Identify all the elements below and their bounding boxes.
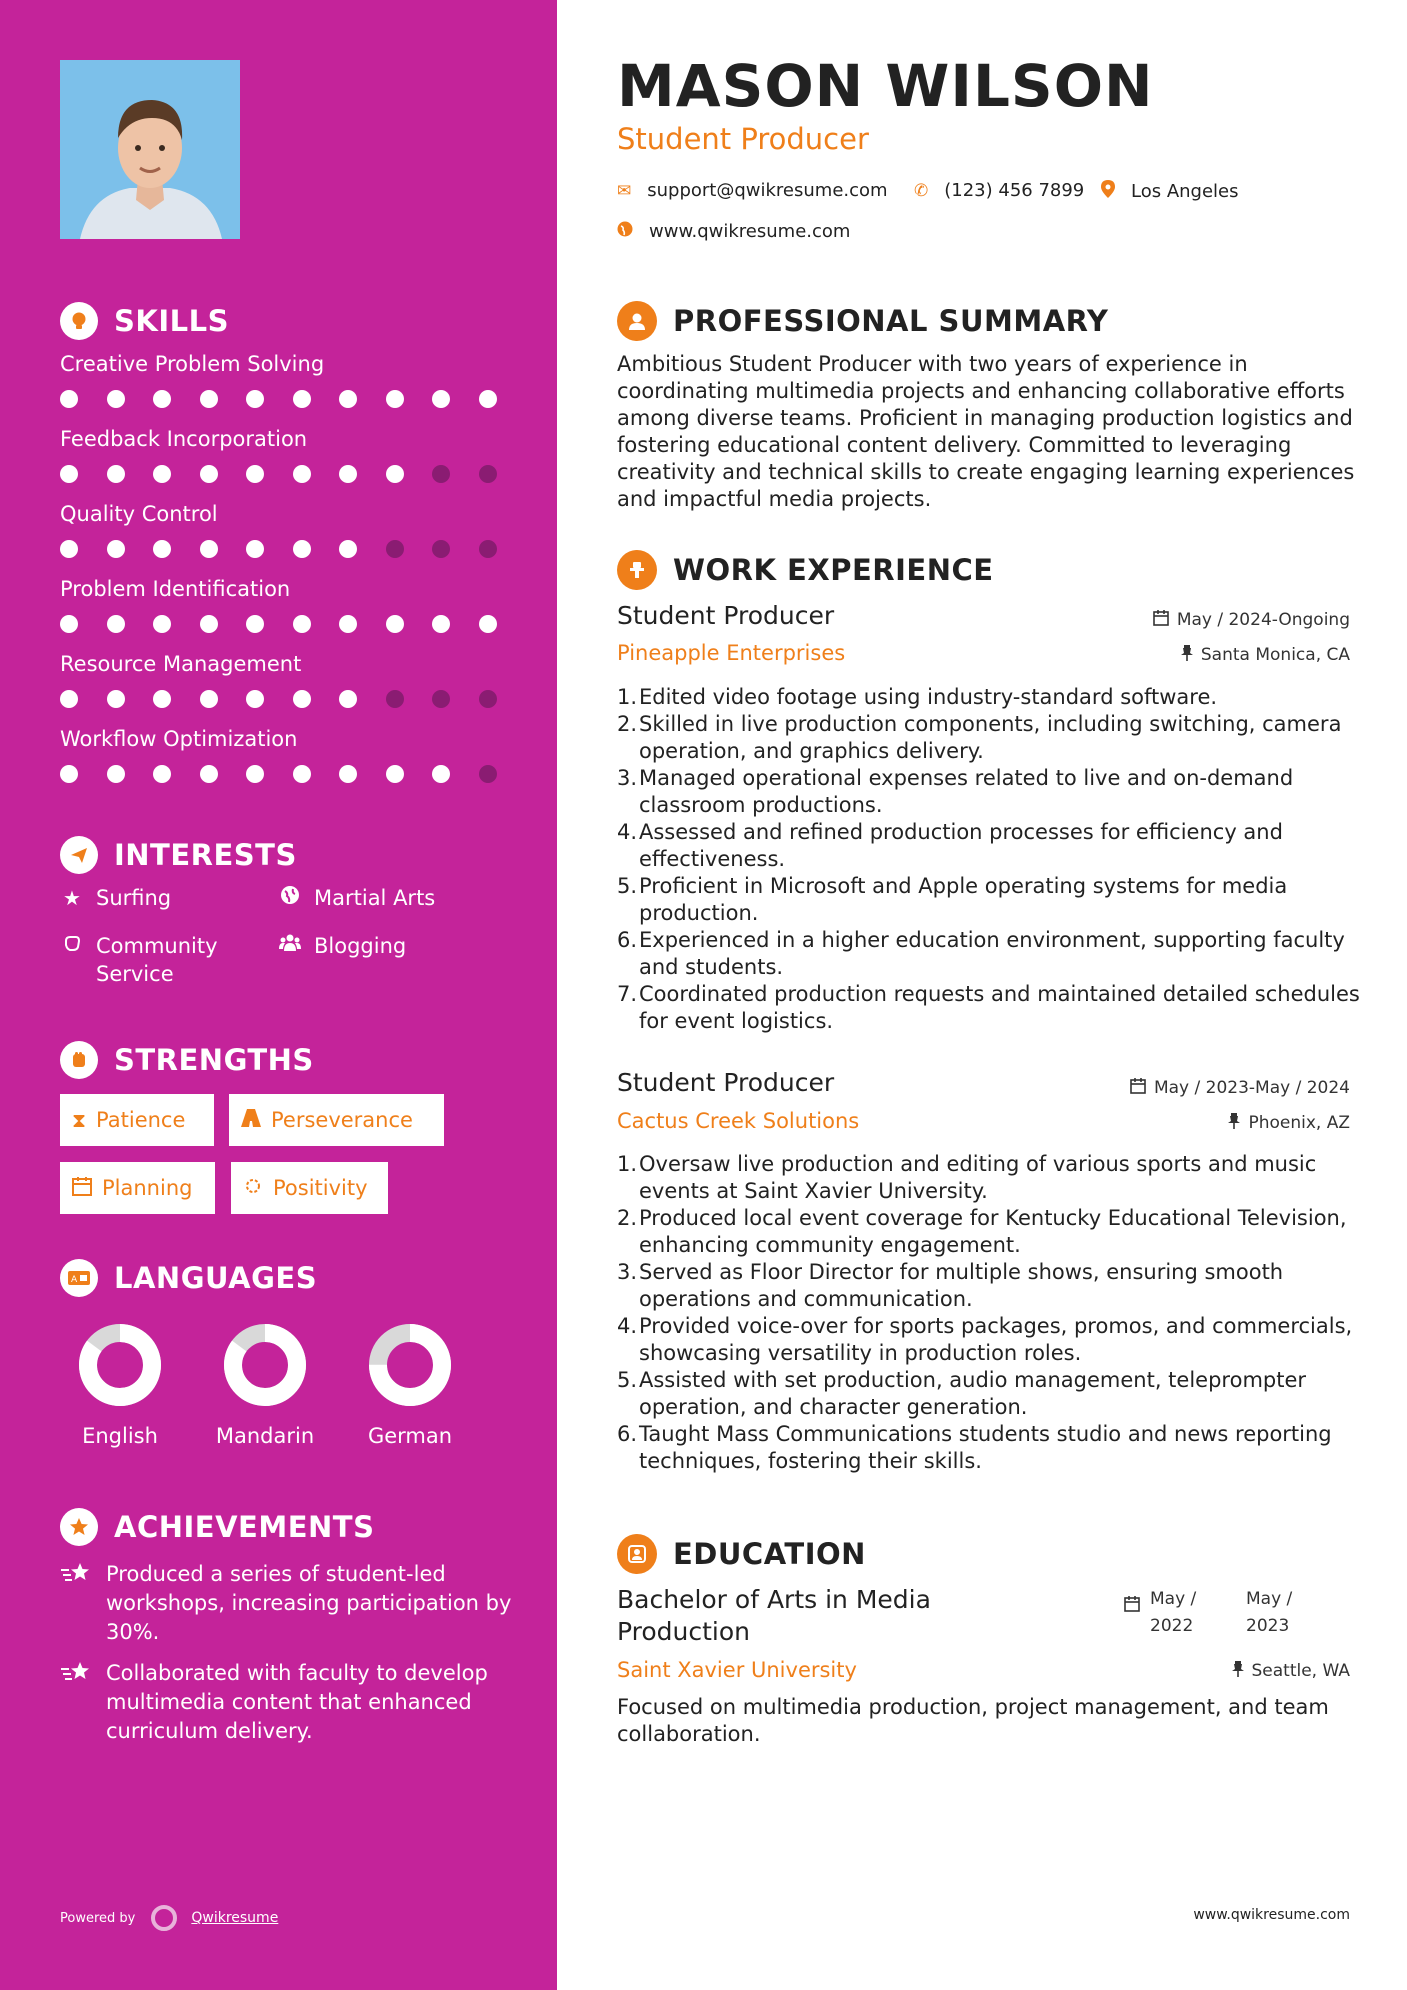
- rating-dot-empty: [479, 465, 497, 483]
- rating-dot-filled: [246, 765, 264, 783]
- podium-icon: [617, 550, 657, 590]
- rating-dot-filled: [479, 390, 497, 408]
- skills-title: SKILLS: [114, 304, 229, 338]
- interest-item: Community Service: [60, 932, 260, 988]
- rating-dot-filled: [200, 765, 218, 783]
- star-badge-icon: [60, 1508, 98, 1546]
- rating-dot-empty: [479, 540, 497, 558]
- calendar-icon: [1153, 610, 1169, 630]
- strengths-title: STRENGTHS: [114, 1043, 314, 1077]
- job-bullet: 2. Produced local event coverage for Kentucky Educational Television, enhancing community engagement.: [617, 1206, 1347, 1257]
- rating-dot-filled: [60, 465, 78, 483]
- skill-label: Quality Control: [60, 502, 218, 526]
- main-content: [557, 0, 1407, 1990]
- candidate-name: MASON WILSON: [617, 52, 1154, 120]
- shooting-star-icon: [60, 1560, 96, 1647]
- job-title: Student Producer: [617, 1068, 835, 1097]
- phone-contact[interactable]: ✆ (123) 456 7899: [914, 180, 1085, 201]
- shooting-star-icon: [60, 1659, 96, 1746]
- interest-item: Blogging: [278, 932, 406, 960]
- rating-dot-filled: [479, 615, 497, 633]
- strength-badge: Perseverance: [229, 1094, 444, 1146]
- star-icon: ★: [63, 886, 81, 910]
- candidate-role: Student Producer: [617, 122, 869, 156]
- phone-icon: ✆: [914, 180, 929, 201]
- skill-rating: [60, 465, 525, 483]
- footer-website[interactable]: www.qwikresume.com: [1193, 1907, 1350, 1923]
- summary-text: Ambitious Student Producer with two years of experience in coordinating multimedia projects and enhancing collaborative efforts among diverse teams. Proficient in managing production logistics and fostering educational content delivery. Committed to leveraging creativity and technical skills to create engaging learning experiences and impactful media projects.: [617, 352, 1355, 511]
- strength-badge: ⧗ Patience: [60, 1094, 214, 1146]
- language-item: [340, 1320, 480, 1448]
- location-contact: Los Angeles: [1101, 180, 1239, 203]
- job-location: Phoenix, AZ: [1228, 1113, 1350, 1133]
- rating-dot-empty: [386, 690, 404, 708]
- rating-dot-empty: [479, 765, 497, 783]
- profile-photo: [60, 60, 240, 239]
- job-bullet: 4. Assessed and refined production processes for efficiency and effectiveness.: [617, 820, 1283, 871]
- rating-dot-empty: [432, 540, 450, 558]
- rating-dot-filled: [246, 390, 264, 408]
- rating-dot-filled: [60, 390, 78, 408]
- rating-dot-empty: [479, 690, 497, 708]
- job-bullet: 1. Oversaw live production and editing of various sports and music events at Saint Xavier University.: [617, 1152, 1317, 1203]
- language-label: English: [82, 1424, 158, 1448]
- job-company: Cactus Creek Solutions: [617, 1109, 860, 1133]
- road-icon: [241, 1108, 261, 1132]
- rating-dot-filled: [386, 465, 404, 483]
- calendar-icon: [72, 1176, 92, 1201]
- strength-badge: Positivity: [231, 1162, 388, 1214]
- rating-dot-empty: [386, 540, 404, 558]
- map-marker-icon: [1101, 180, 1115, 203]
- job-bullets: [617, 1151, 1362, 1475]
- interest-item: Martial Arts: [278, 884, 435, 912]
- skill-label: Resource Management: [60, 652, 302, 676]
- rating-dot-filled: [432, 765, 450, 783]
- rating-dot-filled: [60, 615, 78, 633]
- education-dates: [1124, 1586, 1306, 1640]
- job-bullets: [617, 684, 1362, 1035]
- rating-dot-filled: [153, 390, 171, 408]
- rating-dot-filled: [293, 390, 311, 408]
- job-bullet: 5. Proficient in Microsoft and Apple operating systems for media production.: [617, 874, 1288, 925]
- interests-title: INTERESTS: [114, 838, 297, 872]
- rating-dot-filled: [293, 540, 311, 558]
- skill-rating: [60, 690, 525, 708]
- rating-dot-filled: [293, 465, 311, 483]
- rating-dot-filled: [107, 390, 125, 408]
- email-contact[interactable]: ✉ support@qwikresume.com: [617, 180, 888, 201]
- job-bullet: 3. Served as Floor Director for multiple shows, ensuring smooth operations and communication.: [617, 1260, 1284, 1311]
- languages-heading: [60, 1259, 317, 1297]
- education-title: EDUCATION: [673, 1537, 866, 1571]
- rating-dot-filled: [60, 690, 78, 708]
- rating-dot-filled: [339, 765, 357, 783]
- strengths-heading: [60, 1041, 314, 1079]
- rating-dot-filled: [107, 540, 125, 558]
- rating-dot-filled: [246, 465, 264, 483]
- rating-dot-filled: [246, 690, 264, 708]
- rating-dot-filled: [386, 390, 404, 408]
- summary-heading: [617, 301, 1108, 341]
- pin-icon: [1232, 1661, 1244, 1681]
- qwikresume-logo-icon: [151, 1905, 177, 1931]
- rating-dot-filled: [60, 765, 78, 783]
- envelope-icon: ✉: [617, 180, 632, 201]
- sidebar: [0, 0, 557, 1990]
- rating-dot-filled: [60, 540, 78, 558]
- calendar-icon: [1124, 1596, 1140, 1640]
- rating-dot-filled: [200, 390, 218, 408]
- qwikresume-link[interactable]: Qwikresume: [191, 1910, 279, 1926]
- rating-dot-filled: [153, 690, 171, 708]
- language-donut: [220, 1320, 310, 1410]
- education-location: Seattle, WA: [1232, 1661, 1351, 1681]
- job-bullet: 4. Provided voice-over for sports packages, promos, and commercials, showcasing versatility in production roles.: [617, 1314, 1353, 1365]
- job-bullet: 1. Edited video footage using industry-standard software.: [617, 685, 1218, 709]
- rating-dot-filled: [246, 540, 264, 558]
- fist-icon: [60, 1041, 98, 1079]
- calendar-icon: [1130, 1078, 1146, 1098]
- language-donut: [365, 1320, 455, 1410]
- rating-dot-filled: [293, 765, 311, 783]
- skill-label: Workflow Optimization: [60, 727, 298, 751]
- rating-dot-filled: [293, 690, 311, 708]
- rating-dot-filled: [153, 765, 171, 783]
- skill-rating: [60, 765, 525, 783]
- rating-dot-filled: [339, 390, 357, 408]
- rating-dot-filled: [200, 690, 218, 708]
- job-bullet: 2. Skilled in live production components, including switching, camera operation, and graphics delivery.: [617, 712, 1342, 763]
- achievement-item: Collaborated with faculty to develop multimedia content that enhanced curriculum delivery.: [60, 1659, 526, 1746]
- skill-rating: [60, 390, 525, 408]
- rating-dot-empty: [432, 690, 450, 708]
- strength-badge: Planning: [60, 1162, 215, 1214]
- education-description: Focused on multimedia production, project management, and team collaboration.: [617, 1695, 1329, 1746]
- rating-dot-empty: [432, 465, 450, 483]
- job-title: Student Producer: [617, 601, 835, 630]
- rating-dot-filled: [153, 615, 171, 633]
- degree-title: Bachelor of Arts in Media Production: [617, 1585, 931, 1646]
- language-donut: [75, 1320, 165, 1410]
- rating-dot-filled: [107, 465, 125, 483]
- rating-dot-filled: [153, 465, 171, 483]
- rating-dot-filled: [200, 465, 218, 483]
- experience-heading: [617, 550, 994, 590]
- job-bullet: 3. Managed operational expenses related to live and on-demand classroom productions.: [617, 766, 1294, 817]
- lightbulb-icon: [60, 302, 98, 340]
- interests-heading: [60, 836, 297, 874]
- paper-plane-icon: [60, 836, 98, 874]
- rating-dot-filled: [153, 540, 171, 558]
- rating-dot-filled: [432, 390, 450, 408]
- rating-dot-filled: [339, 465, 357, 483]
- rating-dot-filled: [293, 615, 311, 633]
- job-company: Pineapple Enterprises: [617, 641, 846, 665]
- language-label: German: [367, 1424, 453, 1448]
- rating-dot-filled: [107, 690, 125, 708]
- rating-dot-filled: [339, 690, 357, 708]
- achievement-item: Produced a series of student-led workshops, increasing participation by 30%.: [60, 1560, 526, 1647]
- job-location: Santa Monica, CA: [1181, 645, 1350, 665]
- skill-rating: [60, 615, 525, 633]
- rating-dot-filled: [339, 615, 357, 633]
- rating-dot-filled: [339, 540, 357, 558]
- job-dates: May / 2024-Ongoing: [1153, 610, 1350, 630]
- achievements-heading: [60, 1508, 374, 1546]
- pin-icon: [1228, 1113, 1240, 1133]
- rating-dot-filled: [200, 540, 218, 558]
- globe-icon: [278, 884, 302, 912]
- skill-label: Problem Identification: [60, 577, 291, 601]
- rating-dot-filled: [200, 615, 218, 633]
- summary-title: PROFESSIONAL SUMMARY: [673, 304, 1109, 338]
- rating-dot-filled: [386, 615, 404, 633]
- graduate-icon: [617, 1534, 657, 1574]
- education-start: May / 2022: [1150, 1589, 1197, 1636]
- languages-title: LANGUAGES: [114, 1261, 318, 1295]
- job-bullet: 7. Coordinated production requests and maintained detailed schedules for event logistics.: [617, 982, 1360, 1033]
- job-bullet: 6. Taught Mass Communications students studio and news reporting techniques, fostering their skills.: [617, 1422, 1332, 1473]
- rating-dot-filled: [432, 615, 450, 633]
- website-contact[interactable]: www.qwikresume.com: [617, 221, 850, 242]
- experience-title: WORK EXPERIENCE: [673, 553, 994, 587]
- svg-text:A: A: [71, 1275, 78, 1285]
- user-icon: [617, 301, 657, 341]
- rating-dot-filled: [386, 765, 404, 783]
- pin-icon: [1181, 645, 1193, 665]
- rating-dot-filled: [107, 615, 125, 633]
- users-icon: [278, 932, 302, 960]
- school-name: Saint Xavier University: [617, 1658, 857, 1682]
- job-bullet: 5. Assisted with set production, audio management, teleprompter operation, and character generation.: [617, 1368, 1307, 1419]
- rating-dot-filled: [107, 765, 125, 783]
- sun-icon: [243, 1176, 263, 1201]
- powered-by: Powered by Qwikresume: [60, 1905, 278, 1931]
- interest-item: ★ Surfing: [60, 884, 171, 912]
- language-item: [50, 1320, 190, 1448]
- job-bullet: 6. Experienced in a higher education environment, supporting faculty and students.: [617, 928, 1345, 979]
- skill-label: Creative Problem Solving: [60, 352, 325, 376]
- language-item: [195, 1320, 335, 1448]
- skills-heading: [60, 302, 229, 340]
- language-label: Mandarin: [215, 1424, 315, 1448]
- skill-label: Feedback Incorporation: [60, 427, 308, 451]
- achievements-title: ACHIEVEMENTS: [114, 1510, 375, 1544]
- hand-icon: [60, 932, 84, 960]
- job-dates: May / 2023-May / 2024: [1130, 1078, 1350, 1098]
- hourglass-icon: ⧗: [72, 1108, 87, 1132]
- globe-icon: [617, 221, 633, 242]
- education-heading: [617, 1534, 866, 1574]
- education-end: May / 2023: [1246, 1589, 1293, 1636]
- language-icon: [60, 1259, 98, 1297]
- rating-dot-filled: [246, 615, 264, 633]
- skill-rating: [60, 540, 525, 558]
